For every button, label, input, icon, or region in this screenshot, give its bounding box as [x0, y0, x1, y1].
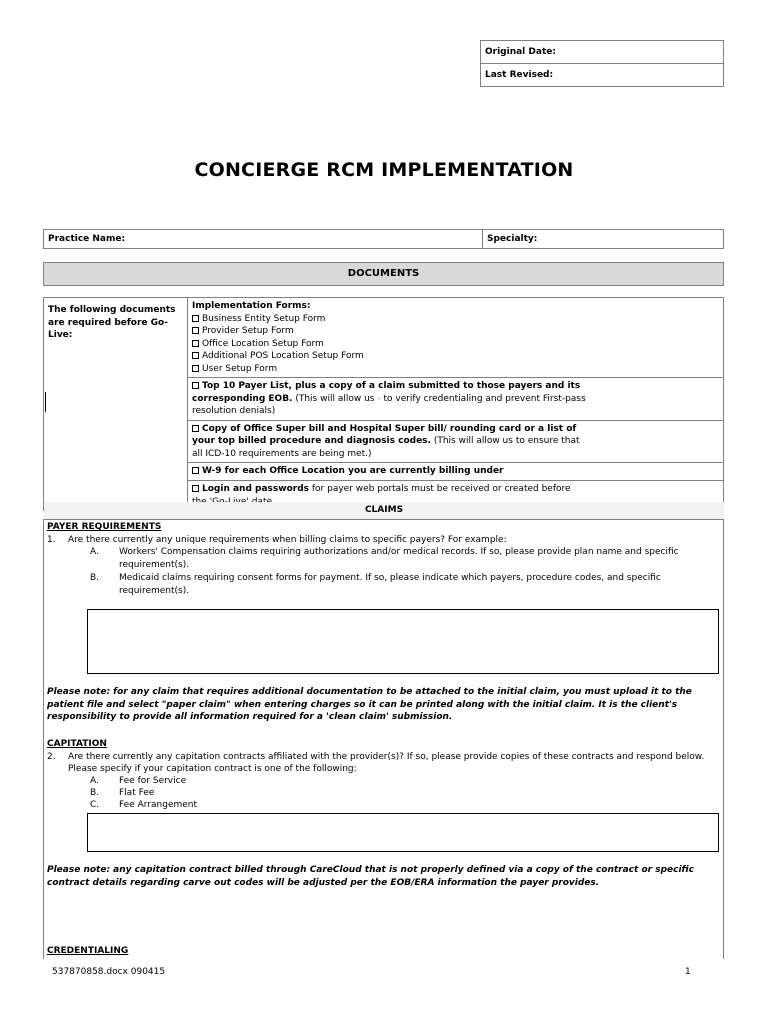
checkbox-icon[interactable] — [192, 340, 199, 347]
claim-documentation-note: Please note: for any claim that requires additional documentation to be attached to the initial claim, you must upload it to the patient file and select "paper claim" when entering charges so it can be printed along with the initial claim. It is the client's responsibility to provide all information required for a 'clean claim' submission. — [47, 687, 692, 722]
capitation-note: Please note: any capitation contract billed through CareCloud that is not properly defined via a copy of the contract or specific contract details regarding carve out codes will be adjusted per the EOB/ERA information the payer provides. — [47, 865, 694, 888]
checkbox-icon[interactable] — [192, 382, 199, 389]
document-title: CONCIERGE RCM IMPLEMENTATION — [194, 159, 574, 181]
form-item[interactable]: User Setup Form — [192, 363, 719, 376]
payer-list-cell — [188, 378, 724, 421]
question-1b-letter: B. — [90, 573, 100, 583]
question-1a-text: Workers' Compensation claims requiring authorizations and/or medical records. If so, please provide plan name and specific requirement(s). — [119, 547, 679, 570]
documents-heading: DOCUMENTS — [43, 262, 724, 286]
checkbox-icon[interactable] — [192, 485, 199, 492]
question-2c-letter: C. — [90, 800, 100, 810]
form-item[interactable]: Office Location Setup Form — [192, 338, 719, 351]
right-border — [723, 519, 724, 959]
required-docs-text: The following documents are required before Go-Live: — [48, 305, 176, 340]
checkbox-icon[interactable] — [192, 352, 199, 359]
checkbox-icon[interactable] — [192, 467, 199, 474]
last-revised-field[interactable]: Last Revised: — [481, 64, 724, 87]
question-2b-letter: B. — [90, 788, 100, 798]
specialty-field[interactable]: Specialty: — [483, 230, 724, 249]
required-docs-label — [44, 298, 188, 511]
superbill-cell — [188, 420, 724, 463]
w9-item[interactable]: W-9 for each Office Location you are currently billing under — [192, 465, 719, 478]
left-border — [43, 519, 44, 959]
login-item[interactable]: Login and passwords for payer web portals must be received or created before — [192, 483, 582, 508]
question-2-number: 2. — [47, 752, 56, 762]
form-item[interactable]: Provider Setup Form — [192, 325, 719, 338]
superbill-item[interactable]: Copy of Office Super bill and Hospital Super bill/ rounding card or a list of your top billed procedure and diagnosis codes. (This will allow us to ensure that all ICD-10 requirements are being met.) — [192, 423, 580, 459]
footer-page-number: 1 — [685, 967, 691, 977]
checkbox-icon[interactable] — [192, 425, 199, 432]
practice-name-field[interactable]: Practice Name: — [44, 230, 483, 249]
question-2a-text: Fee for Service — [119, 776, 187, 786]
payer-requirements-heading: PAYER REQUIREMENTS — [47, 522, 162, 532]
form-item[interactable]: Additional POS Location Setup Form — [192, 350, 719, 363]
capitation-heading: CAPITATION — [47, 739, 107, 749]
question-2c-text: Fee Arrangement — [119, 800, 198, 810]
question-1b-text: Medicaid claims requiring consent forms for payment. If so, please indicate which payers, procedure codes, and specific requirement(s). — [119, 573, 661, 596]
form-item[interactable]: Business Entity Setup Form — [192, 313, 719, 326]
question-1a-letter: A. — [90, 547, 99, 557]
question-2a-letter: A. — [90, 776, 99, 786]
credentialing-heading: CREDENTIALING — [47, 946, 129, 956]
claims-heading: CLAIMS — [44, 502, 724, 520]
documents-table — [43, 297, 724, 511]
payer-list-item[interactable]: Top 10 Payer List, plus a copy of a claim submitted to those payers and its corresponding EOB. (This will allow us - to verify credentialing and prevent First-pass resolution denials) — [192, 381, 586, 416]
question-2b-text: Flat Fee — [119, 788, 155, 798]
date-box — [480, 40, 724, 87]
payer-requirements-answer-box[interactable] — [87, 609, 719, 674]
checkbox-icon[interactable] — [192, 365, 199, 372]
question-1-text: Are there currently any unique requirements when billing claims to specific payers? For example: — [68, 535, 507, 545]
implementation-forms-label: Implementation Forms: — [192, 301, 311, 311]
text-cursor — [45, 392, 46, 412]
original-date-field[interactable]: Original Date: — [481, 41, 724, 64]
w9-cell — [188, 463, 724, 481]
question-2-subtext: Please specify if your capitation contract is one of the following: — [68, 764, 357, 774]
practice-info-row — [43, 229, 724, 249]
footer-file-name: 537870858.docx 090415 — [52, 967, 166, 977]
checkbox-icon[interactable] — [192, 315, 199, 322]
capitation-answer-box[interactable] — [87, 813, 719, 852]
implementation-forms-cell — [188, 298, 724, 378]
question-2-text: Are there currently any capitation contracts affiliated with the provider(s)? If so, please provide copies of these contracts and respond below. — [68, 752, 705, 762]
question-1-number: 1. — [47, 535, 56, 545]
checkbox-icon[interactable] — [192, 327, 199, 334]
